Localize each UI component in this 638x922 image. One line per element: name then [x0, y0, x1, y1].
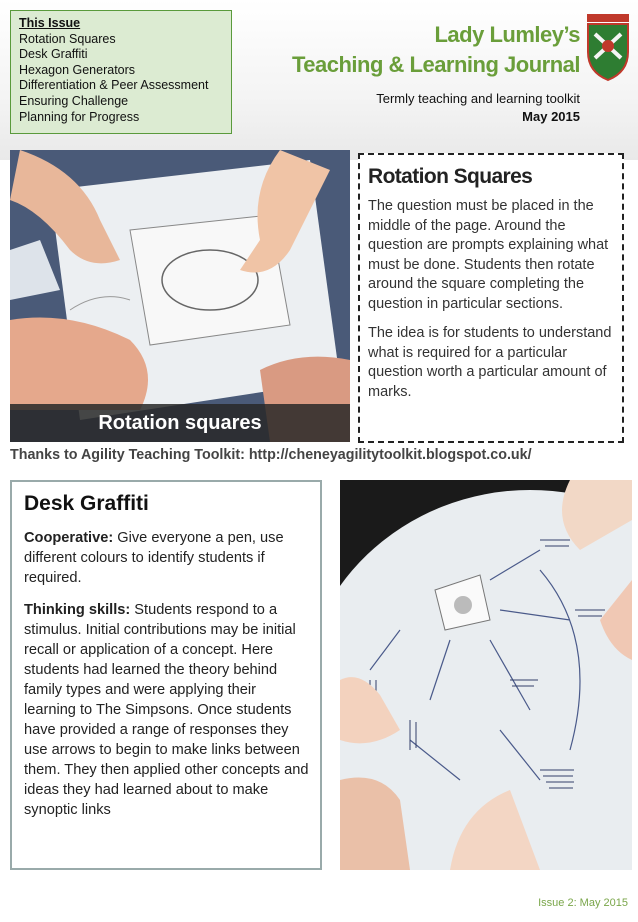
this-issue-box — [10, 10, 232, 134]
issue-footer: Issue 2: May 2015 — [538, 897, 628, 909]
credit-link-text: Thanks to Agility Teaching Toolkit: http://cheneyagilitytoolkit.blogspot.co.uk/ — [10, 447, 532, 463]
journal-title — [292, 20, 580, 80]
thinking-skills-label: Thinking skills: — [24, 602, 131, 618]
issue-date: May 2015 — [522, 109, 580, 124]
school-crest-icon — [583, 12, 633, 82]
rotation-squares-para1: The question must be placed in the middle of the page. Around the question are prompts explaining what must be done. Students then rotate around the square completing the question in particular sections. — [368, 198, 609, 312]
rotation-squares-box — [358, 153, 624, 443]
desk-graffiti-box — [10, 480, 322, 870]
rotation-squares-photo — [10, 150, 350, 442]
rotation-squares-para2: The idea is for students to understand what is required for a particular question worth a particular amount of marks. — [368, 325, 612, 400]
this-issue-title: This Issue — [19, 16, 81, 30]
cooperative-paragraph — [24, 528, 310, 588]
rotation-photo-illustration — [10, 150, 350, 442]
contents-item: Desk Graffiti — [19, 47, 88, 62]
contents-item: Planning for Progress — [19, 109, 140, 124]
subtitle-text: Termly teaching and learning toolkit — [376, 91, 580, 106]
desk-graffiti-title: Desk Graffiti — [24, 492, 149, 515]
graffiti-photo-illustration — [340, 480, 632, 870]
journal-subtitle — [376, 90, 580, 126]
contents-item: Rotation Squares — [19, 31, 116, 46]
rotation-squares-title: Rotation Squares — [368, 165, 533, 188]
cooperative-text: Give everyone a pen, use different colours to identify students if required. — [24, 530, 284, 586]
contents-item: Ensuring Challenge — [19, 93, 129, 108]
contents-item: Differentiation & Peer Assessment — [19, 78, 209, 93]
desk-graffiti-photo — [340, 480, 632, 870]
contents-item: Hexagon Generators — [19, 62, 136, 77]
photo-caption: Rotation squares — [10, 404, 350, 442]
thinking-skills-text: Students respond to a stimulus. Initial contributions may be initial recall or application of a concept. Here students had learned the theory behind family types and were applying their learning to The Simpsons. Once students have provided a range of responses they use arrows to begin to make links between them. They then applied other concepts and ideas they had learned about to make synoptic links — [24, 602, 309, 818]
cooperative-label: Cooperative: — [24, 530, 114, 546]
thinking-skills-paragraph — [24, 600, 310, 820]
journal-title-line2: Teaching & Learning Journal — [291, 52, 580, 77]
journal-title-line1: Lady Lumley’s — [434, 22, 580, 47]
